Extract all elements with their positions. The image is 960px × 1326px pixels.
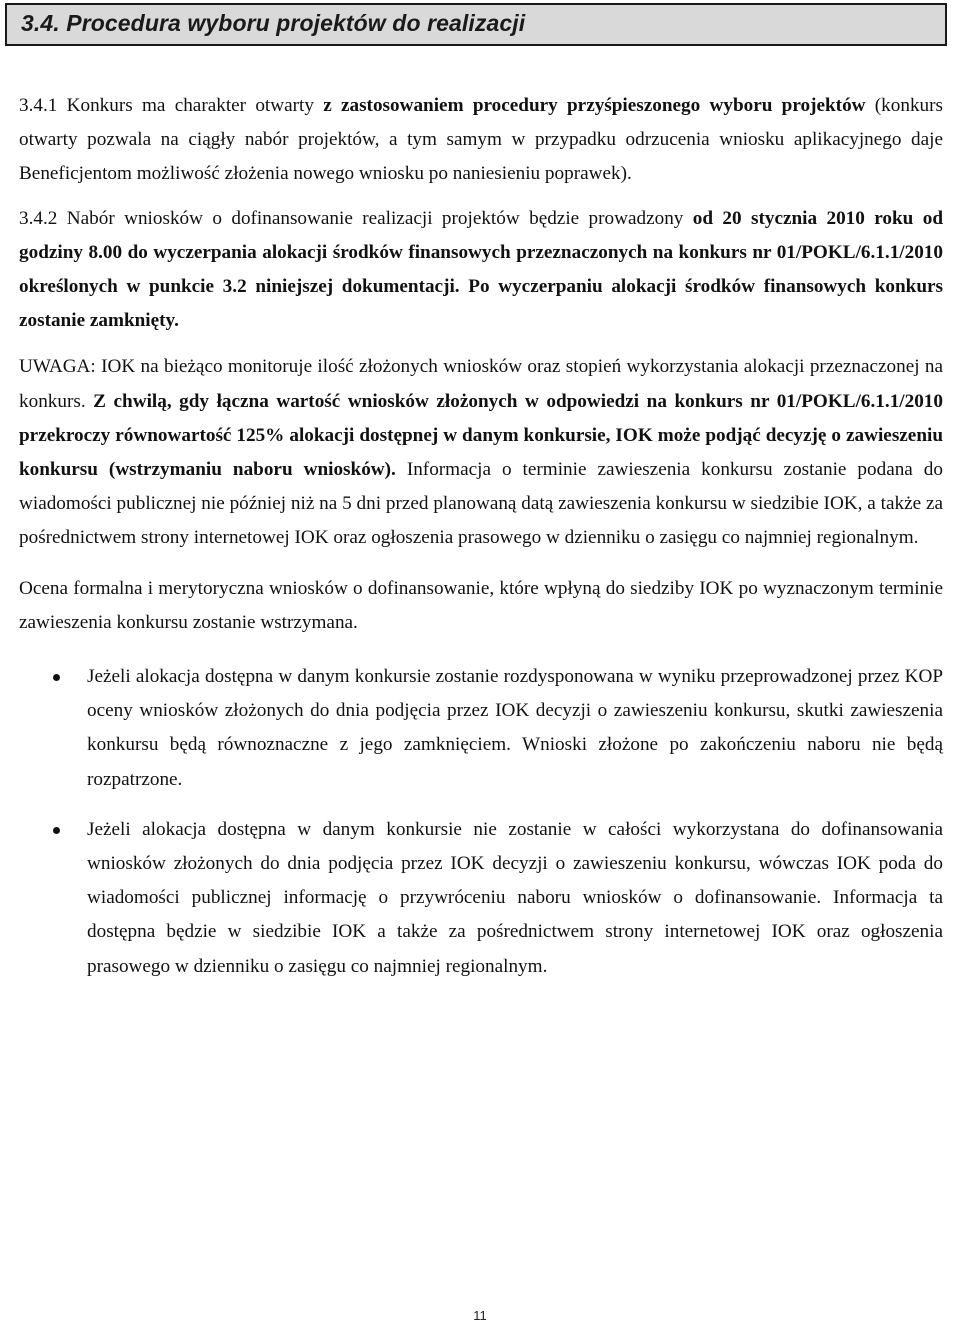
paragraph-uwaga — [19, 350, 943, 555]
list-item-text: Jeżeli alokacja dostępna w danym konkursie nie zostanie w całości wykorzystana do dofinansowania wniosków złożonych do dnia podjęcia przez IOK decyzji o zawieszeniu konkursu, wówczas IOK poda do wiadomości publicznej informację o przywróceniu naboru wniosków o dofinansowanie. Informacja ta dostępna będzie w siedzibie IOK a także za pośrednictwem strony internetowej IOK oraz ogłoszenia prasowego w dzienniku o zasięgu co najmniej regionalnym. — [87, 818, 943, 977]
paragraph-3-4-1-bold: z zastosowaniem procedury przyśpieszonego wyboru projektów — [323, 95, 866, 116]
section-heading-box — [5, 3, 947, 46]
uwaga-part2: Informacja o terminie zawieszenia konkursu zostanie podana do wiadomości publicznej nie później niż na 5 dni przed planowaną datą zawieszenia konkursu w siedzibie IOK, a także za pośrednictwem strony internetowej IOK oraz ogłoszenia prasowego w dzienniku o zasięgu co najmniej regionalnym. — [19, 459, 943, 549]
uwaga-part1: IOK na bieżąco monitoruje ilość złożonych wniosków oraz stopień wykorzystania alokacji przeznaczonej na konkurs. — [19, 356, 943, 412]
bullet-icon — [53, 827, 60, 834]
bullet-list — [19, 660, 943, 984]
list-item — [19, 813, 943, 984]
document-body — [19, 89, 943, 984]
paragraph-3-4-1 — [19, 89, 943, 192]
paragraph-3-4-1-rest: (konkurs otwarty pozwala na ciągły nabór projektów, a tym samym w przypadku odrzucenia wniosku aplikacyjnego daje Beneficjentom możliwość złożenia nowego wniosku po naniesieniu poprawek). — [19, 95, 943, 185]
paragraph-3-4-1-intro: 3.4.1 Konkurs ma charakter otwarty — [19, 95, 324, 116]
bullet-icon — [53, 674, 60, 681]
list-item-text: Jeżeli alokacja dostępna w danym konkursie zostanie rozdysponowana w wyniku przeprowadzonej przez KOP oceny wniosków złożonych do dnia podjęcia przez IOK decyzji o zawieszeniu konkursu, skutki zawieszenia konkursu będą równoznaczne z jego zamknięciem. Wnioski złożone po zakończeniu naboru nie będą rozpatrzone. — [87, 666, 943, 790]
paragraph-3-4-2-bold: od 20 stycznia 2010 roku od godziny 8.00 do wyczerpania alokacji środków finansowych przeznaczonych na konkurs nr 01/POKL/6.1.1/2010 określonych w punkcie 3.2 niniejszej dokumentacji. Po wyczerpaniu alokacji środków finansowych konkurs zostanie zamknięty. — [19, 207, 943, 332]
paragraph-ocena: Ocena formalna i merytoryczna wniosków o dofinansowanie, które wpłyną do siedziby IOK po wyznaczonym terminie zawieszenia konkursu zostanie wstrzymana. — [19, 577, 943, 633]
uwaga-bold: Z chwilą, gdy łączna wartość wniosków złożonych w odpowiedzi na konkurs nr 01/POKL/6.1.1/2010 przekroczy równowartość 125% alokacji dostępnej w danym konkursie, IOK może podjąć decyzję o zawieszeniu konkursu (wstrzymaniu naboru wniosków). — [19, 390, 943, 481]
paragraph-3-4-2 — [19, 202, 943, 339]
paragraph-3-4-2-intro: 3.4.2 Nabór wniosków o dofinansowanie realizacji projektów będzie prowadzony — [19, 207, 693, 229]
section-heading: 3.4. Procedura wyboru projektów do realizacji — [21, 10, 526, 36]
list-item — [19, 660, 943, 797]
uwaga-label: UWAGA: — [19, 356, 96, 378]
page-number: 11 — [473, 1308, 487, 1323]
